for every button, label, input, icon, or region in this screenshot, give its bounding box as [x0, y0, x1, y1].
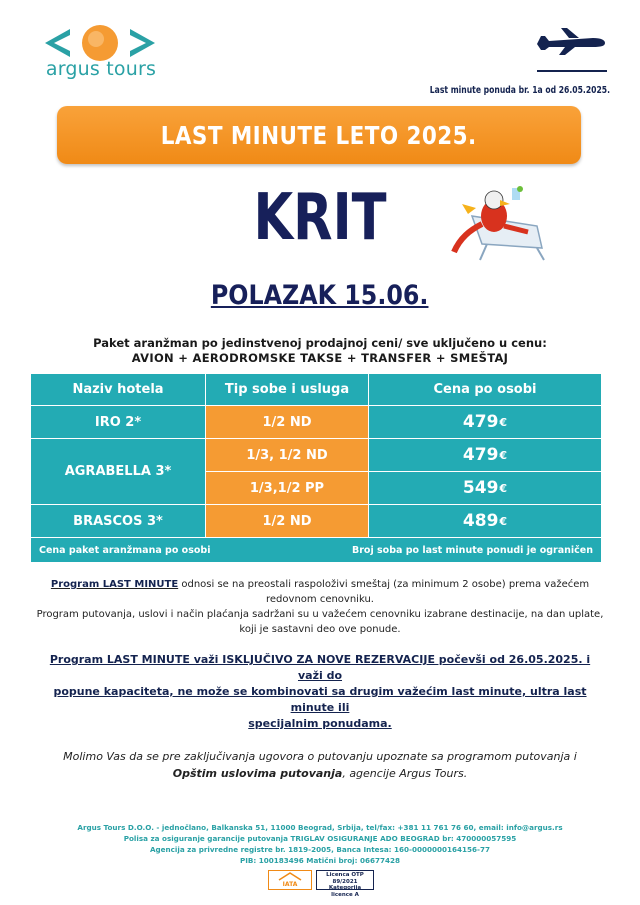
contract-note: Molimo Vas da se pre zaključivanja ugovora o putovanju upoznate sa programom putovanja i Opštim uslovima putovanja, agencije Argus Tours.	[63, 750, 577, 780]
room-type: 1/3, 1/2 ND	[206, 439, 369, 472]
price-table	[31, 374, 601, 562]
destination-title: KRIT	[253, 181, 387, 255]
table-row-group	[31, 439, 601, 505]
departure-date: POLAZAK 15.06.	[211, 280, 429, 311]
room-type: 1/2 ND	[206, 505, 369, 538]
table-footer	[31, 538, 601, 562]
banner-title: LAST MINUTE LETO 2025.	[161, 120, 477, 150]
room-type: 1/2 ND	[206, 406, 369, 439]
last-minute-info: Program LAST MINUTE odnosi se na preostali raspoloživi smeštaj (za minimum 2 osobe) prema važećem redovnom cenovniku. Program putovanja, uslovi i način plaćanja sadržani su u važećem cenovniku izabrane destinacije, na dan uplate, koji je sastavni deo ove ponude.	[36, 579, 604, 635]
table-row	[31, 406, 601, 439]
parrot-deckchair-icon	[442, 186, 552, 262]
brand-name: argus tours	[45, 58, 157, 80]
price-cell: 489 €	[369, 505, 601, 538]
table-row	[206, 472, 601, 505]
offer-number: Last minute ponuda br. 1a od 26.05.2025.	[429, 85, 610, 96]
hotel-name: AGRABELLA 3*	[31, 439, 206, 505]
footer-right: Broj soba po last minute ponudi je ograničen	[352, 544, 593, 556]
offer-banner	[57, 106, 581, 164]
header-price: Cena po osobi	[369, 374, 601, 406]
room-type: 1/3,1/2 PP	[206, 472, 369, 505]
price-cell: 479 €	[369, 439, 601, 472]
header-hotel: Naziv hotela	[31, 374, 206, 406]
airplane-icon	[535, 26, 607, 56]
company-info: Argus Tours D.O.O. - jednočlano, Balkanska 51, 11000 Beograd, Srbija, tel/fax: +381 11 761 76 60, email: info@argus.rs Polisa za osiguranje garancije putovanja TRIGLAV OSIGURANJE ADO BEOGRAD br: 470000057595 Agencija za privredne registre br. 1819-2005, Banca Intesa: 160-0000000164156-77 PIB: 100183496 Matični broj: 06677428	[77, 823, 563, 865]
price-cell: 549 €	[369, 472, 601, 505]
table-row	[31, 505, 601, 538]
package-description: Paket aranžman po jedinstvenoj prodajnoj ceni/ sve uključeno u cenu:	[93, 336, 547, 350]
header-room: Tip sobe i usluga	[206, 374, 369, 406]
package-includes: AVION + AERODROMSKE TAKSE + TRANSFER + SMEŠTAJ	[131, 351, 509, 365]
hotel-name: BRASCOS 3*	[31, 505, 206, 538]
iata-badge: IATA	[268, 870, 312, 890]
price-cell: 479 €	[369, 406, 601, 439]
header-divider	[537, 70, 607, 72]
table-row	[206, 439, 601, 472]
hotel-name: IRO 2*	[31, 406, 206, 439]
table-header	[31, 374, 601, 406]
important-notice: Program LAST MINUTE važi ISKLJUČIVO ZA NOVE REZERVACIJE počevši od 26.05.2025. i važi do popune kapaciteta, ne može se kombinovati sa drugim važećim last minute, ultra last minute ili specijalnim ponudama.	[49, 653, 591, 730]
footer-left: Cena paket aranžmana po osobi	[39, 544, 211, 556]
license-badge: Licenca OTP 89/2021 Kategorija licence A	[316, 870, 374, 890]
